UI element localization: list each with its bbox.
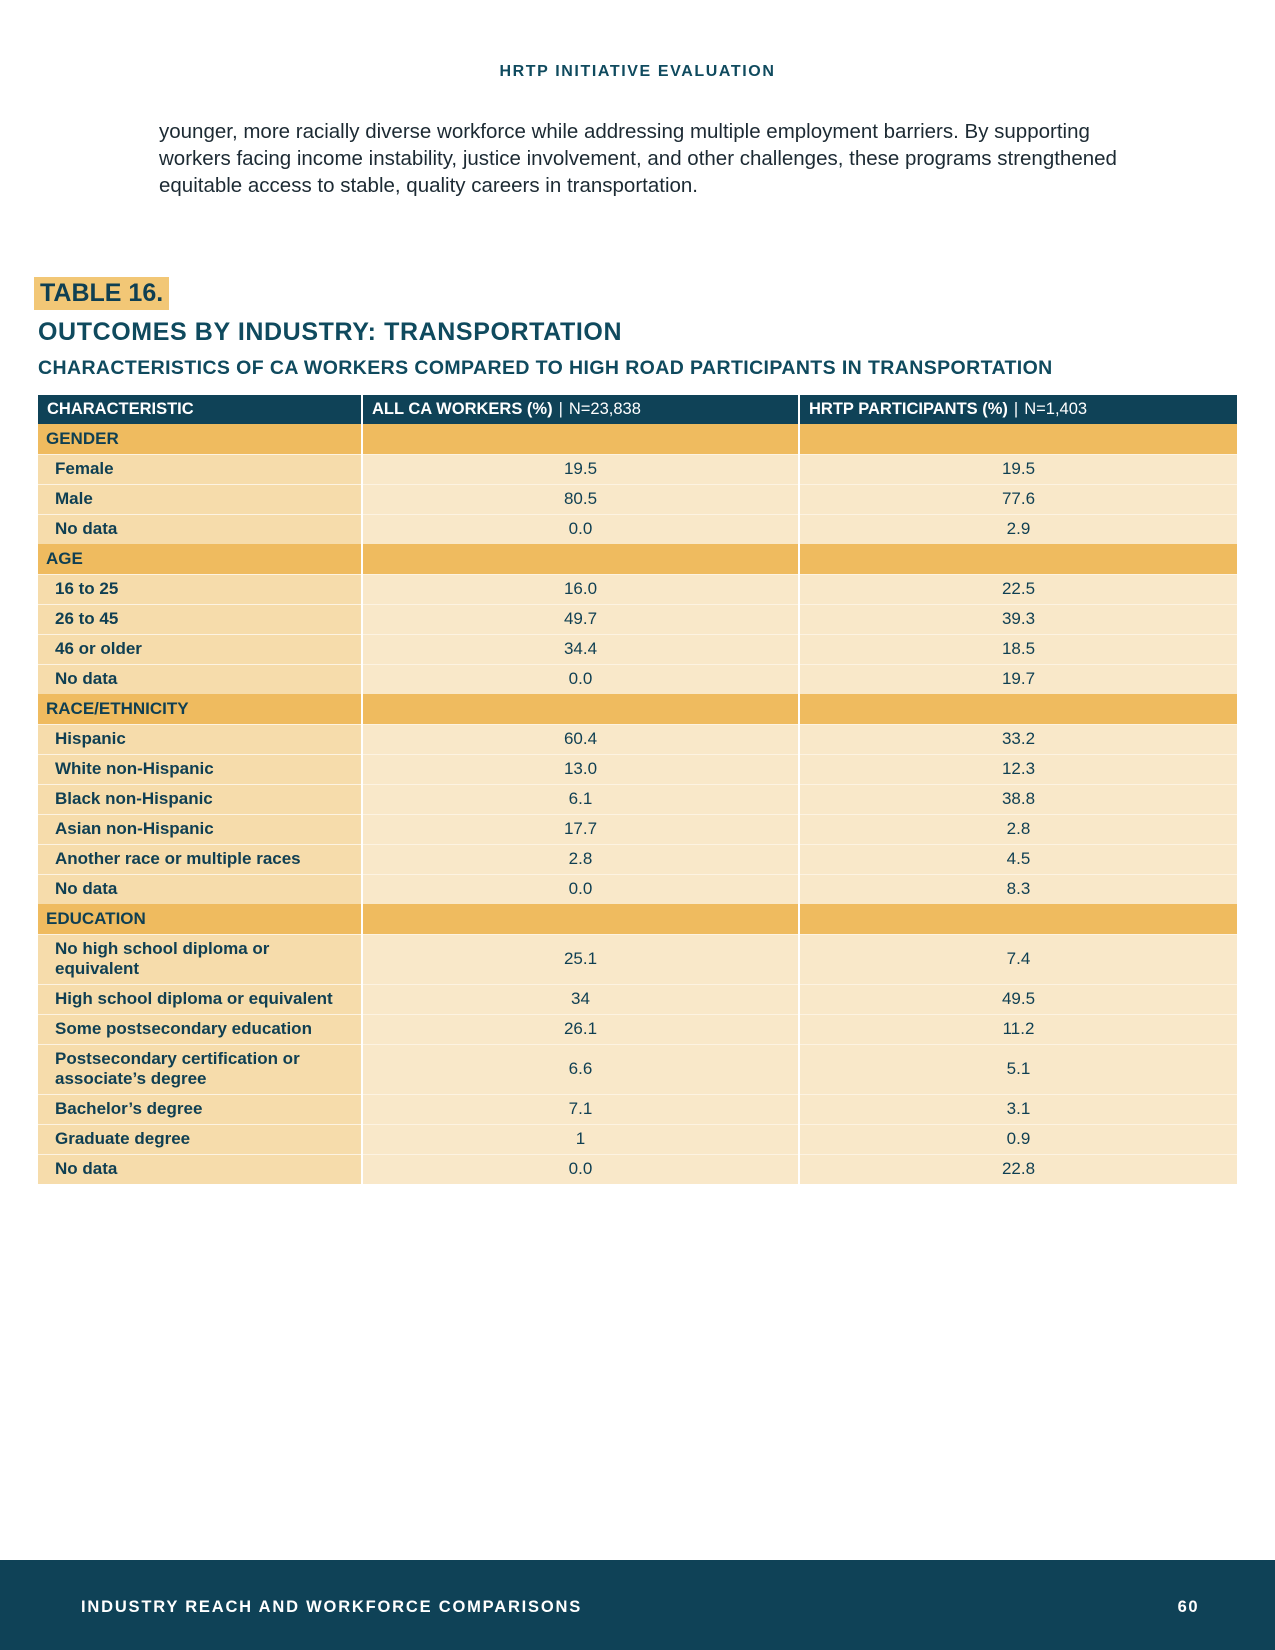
hrtp-value: 2.9 [799,514,1237,544]
hrtp-value: 4.5 [799,844,1237,874]
table-row [38,724,1237,754]
row-label: Black non-Hispanic [38,784,362,814]
ca-value: 0.0 [362,1154,799,1184]
table-row [38,514,1237,544]
row-label: No data [38,1154,362,1184]
table-row [38,604,1237,634]
group-row-age [38,544,1237,574]
hrtp-value: 12.3 [799,754,1237,784]
hrtp-value: 5.1 [799,1044,1237,1094]
table-row [38,754,1237,784]
hrtp-value: 19.5 [799,454,1237,484]
hrtp-value: 33.2 [799,724,1237,754]
ca-value: 60.4 [362,724,799,754]
row-label: No high school diploma or equivalent [38,934,362,984]
hrtp-value: 18.5 [799,634,1237,664]
column-header-characteristic: CHARACTERISTIC [38,395,362,424]
hrtp-value: 22.5 [799,574,1237,604]
hrtp-value: 11.2 [799,1014,1237,1044]
table-row [38,664,1237,694]
row-label: Hispanic [38,724,362,754]
ca-value: 0.0 [362,514,799,544]
ca-value: 13.0 [362,754,799,784]
row-label: 46 or older [38,634,362,664]
ca-value: 49.7 [362,604,799,634]
hrtp-value: 49.5 [799,984,1237,1014]
footer-section-title: INDUSTRY REACH AND WORKFORCE COMPARISONS [81,1598,583,1616]
table-row [38,1014,1237,1044]
ca-value: 34.4 [362,634,799,664]
table-row [38,484,1237,514]
table-row [38,574,1237,604]
hrtp-value: 2.8 [799,814,1237,844]
row-label: Bachelor’s degree [38,1094,362,1124]
row-label: 26 to 45 [38,604,362,634]
table-row [38,934,1237,984]
row-label: White non-Hispanic [38,754,362,784]
table-header-row [38,395,1237,424]
hrtp-value: 0.9 [799,1124,1237,1154]
column-header-ca-workers: ALL CA WORKERS (%) | N=23,838 [362,395,799,424]
row-label: Graduate degree [38,1124,362,1154]
ca-value: 16.0 [362,574,799,604]
row-label: Some postsecondary education [38,1014,362,1044]
table-label: TABLE 16. [34,277,169,310]
row-label: No data [38,874,362,904]
table-row [38,1154,1237,1184]
table-row [38,984,1237,1014]
row-label: No data [38,664,362,694]
table-row [38,874,1237,904]
hrtp-value: 3.1 [799,1094,1237,1124]
column-header-hrtp-participants: HRTP PARTICIPANTS (%) | N=1,403 [799,395,1237,424]
ca-value: 34 [362,984,799,1014]
hrtp-value: 22.8 [799,1154,1237,1184]
table-row [38,634,1237,664]
table-row [38,1044,1237,1094]
group-row-education [38,904,1237,934]
row-label: No data [38,514,362,544]
table-row [38,784,1237,814]
row-label: High school diploma or equivalent [38,984,362,1014]
hrtp-value: 8.3 [799,874,1237,904]
ca-value: 25.1 [362,934,799,984]
table-row [38,1124,1237,1154]
characteristics-table [38,395,1237,1184]
row-label: Postsecondary certification or associate’s degree [38,1044,362,1094]
ca-value: 2.8 [362,844,799,874]
table-row [38,814,1237,844]
group-label: AGE [38,544,362,574]
group-row-gender [38,424,1237,454]
row-label: Asian non-Hispanic [38,814,362,844]
ca-value: 6.6 [362,1044,799,1094]
page-footer [0,1560,1275,1650]
ca-value: 80.5 [362,484,799,514]
group-row-race-ethnicity [38,694,1237,724]
intro-paragraph: younger, more racially diverse workforce while addressing multiple employment barriers. By supporting workers facing income instability, justice involvement, and other challenges, these programs strengthened equitable access to stable, quality careers in transportation. [159,120,1117,197]
hrtp-value: 39.3 [799,604,1237,634]
ca-value: 7.1 [362,1094,799,1124]
running-header: HRTP INITIATIVE EVALUATION [499,63,776,80]
row-label: Male [38,484,362,514]
row-label: Female [38,454,362,484]
hrtp-value: 38.8 [799,784,1237,814]
table-title: OUTCOMES BY INDUSTRY: TRANSPORTATION [38,318,623,346]
table-row [38,844,1237,874]
ca-value: 26.1 [362,1014,799,1044]
ca-value: 17.7 [362,814,799,844]
row-label: 16 to 25 [38,574,362,604]
ca-value: 0.0 [362,664,799,694]
group-label: GENDER [38,424,362,454]
page-number: 60 [1177,1598,1199,1616]
table-row [38,454,1237,484]
group-label: EDUCATION [38,904,362,934]
hrtp-value: 7.4 [799,934,1237,984]
ca-value: 0.0 [362,874,799,904]
row-label: Another race or multiple races [38,844,362,874]
hrtp-value: 77.6 [799,484,1237,514]
ca-value: 6.1 [362,784,799,814]
hrtp-value: 19.7 [799,664,1237,694]
table-subtitle: CHARACTERISTICS OF CA WORKERS COMPARED TO HIGH ROAD PARTICIPANTS IN TRANSPORTATION [38,357,1053,379]
ca-value: 19.5 [362,454,799,484]
group-label: RACE/ETHNICITY [38,694,362,724]
ca-value: 1 [362,1124,799,1154]
table-row [38,1094,1237,1124]
